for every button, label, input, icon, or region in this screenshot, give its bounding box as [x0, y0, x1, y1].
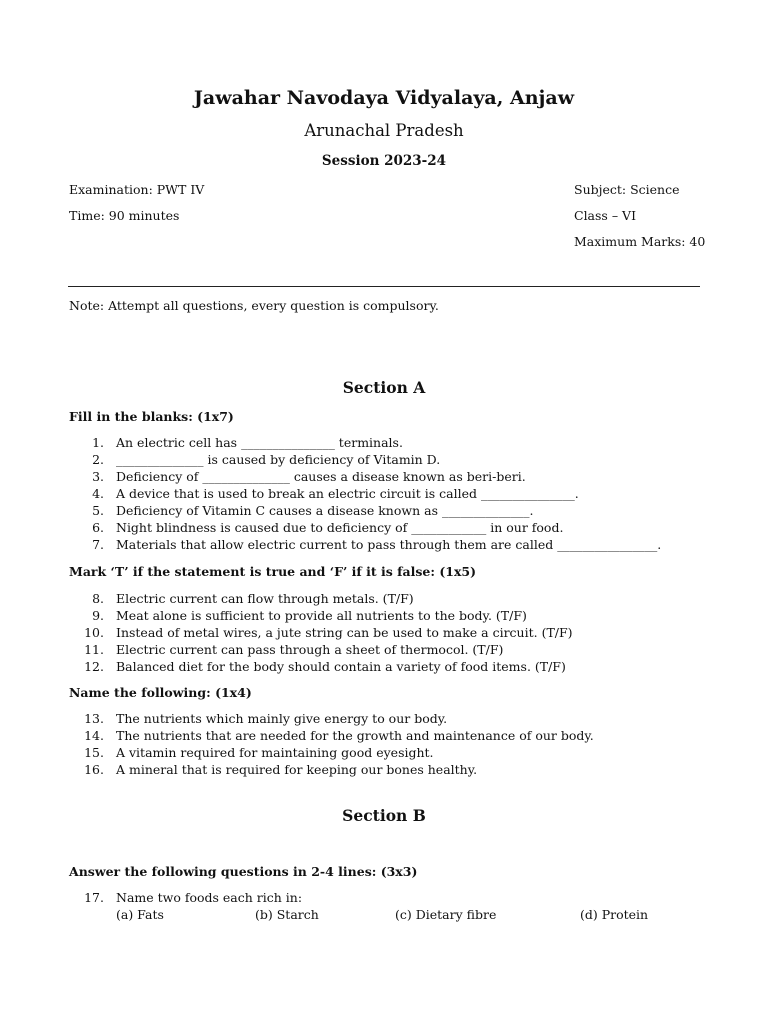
state-name: Arunachal Pradesh	[304, 121, 464, 140]
question-item	[69, 624, 709, 641]
question-number: 8.	[92, 591, 104, 606]
question-item	[69, 468, 709, 485]
question-number: 4.	[92, 486, 104, 501]
section-b-title: Section B	[342, 806, 426, 825]
question-text: Night blindness is caused due to deficiency of ____________ in our food.	[116, 520, 564, 535]
question-text: ______________ is caused by deficiency of Vitamin D.	[116, 452, 441, 467]
examination-label: Examination: PWT IV	[69, 182, 205, 197]
question-text: Instead of metal wires, a jute string can be used to make a circuit. (T/F)	[116, 625, 573, 640]
question-text: Materials that allow electric current to pass through them are called ________________.	[116, 537, 662, 552]
option-dietary-fibre: (c) Dietary fibre	[395, 907, 497, 922]
question-number: 7.	[92, 537, 104, 552]
header-divider	[68, 286, 700, 287]
option-starch: (b) Starch	[255, 907, 319, 922]
question-text: A device that is used to break an electric circuit is called _______________.	[116, 486, 579, 501]
question-text: Meat alone is sufficient to provide all nutrients to the body. (T/F)	[116, 608, 527, 623]
question-text: Balanced diet for the body should contain a variety of food items. (T/F)	[116, 659, 566, 674]
question-item	[69, 590, 709, 607]
question-text: Name two foods each rich in:	[116, 890, 303, 905]
subject-label: Subject: Science	[574, 182, 680, 197]
option-fats: (a) Fats	[116, 907, 164, 922]
true-false-heading: Mark ‘T’ if the statement is true and ‘F’ if it is false: (1x5)	[69, 564, 477, 579]
school-name: Jawahar Navodaya Vidyalaya, Anjaw	[193, 87, 575, 109]
question-item	[69, 744, 709, 761]
question-text: A mineral that is required for keeping our bones healthy.	[116, 762, 478, 777]
question-item	[69, 502, 709, 519]
class-label: Class – VI	[574, 208, 637, 223]
short-answer-heading: Answer the following questions in 2-4 lines: (3x3)	[69, 864, 418, 879]
question-item	[69, 434, 709, 451]
fill-blanks-heading: Fill in the blanks: (1x7)	[69, 409, 234, 424]
question-number: 14.	[84, 728, 104, 743]
question-number: 5.	[92, 503, 104, 518]
name-following-heading: Name the following: (1x4)	[69, 685, 252, 700]
question-item	[69, 710, 709, 727]
question-item	[69, 519, 709, 536]
question-text: Electric current can pass through a sheet of thermocol. (T/F)	[116, 642, 504, 657]
question-item	[69, 641, 709, 658]
question-text: Electric current can flow through metals. (T/F)	[116, 591, 414, 606]
time-label: Time: 90 minutes	[69, 208, 180, 223]
question-number: 10.	[84, 625, 104, 640]
question-number: 9.	[92, 608, 104, 623]
question-number: 1.	[92, 435, 104, 450]
question-number: 13.	[84, 711, 104, 726]
question-text: The nutrients which mainly give energy to our body.	[116, 711, 448, 726]
question-item	[69, 451, 709, 468]
question-number: 16.	[84, 762, 104, 777]
session-label: Session 2023-24	[321, 153, 447, 169]
question-number: 2.	[92, 452, 104, 467]
max-marks-label: Maximum Marks: 40	[574, 234, 706, 249]
question-text: An electric cell has _______________ terminals.	[116, 435, 403, 450]
question-item	[69, 889, 669, 906]
option-protein: (d) Protein	[580, 907, 649, 922]
question-text: Deficiency of ______________ causes a disease known as beri-beri.	[116, 469, 526, 484]
question-item	[69, 485, 709, 502]
question-number: 15.	[84, 745, 104, 760]
question-number: 6.	[92, 520, 104, 535]
question-number: 12.	[84, 659, 104, 674]
question-item	[69, 658, 709, 675]
question-item	[69, 727, 709, 744]
question-number: 17.	[84, 890, 104, 905]
question-text: The nutrients that are needed for the growth and maintenance of our body.	[116, 728, 594, 743]
instructions-note: Note: Attempt all questions, every question is compulsory.	[69, 298, 439, 313]
question-number: 3.	[92, 469, 104, 484]
question-number: 11.	[84, 642, 104, 657]
question-text: Deficiency of Vitamin C causes a disease known as ______________.	[116, 503, 534, 518]
section-a-title: Section A	[342, 378, 426, 397]
question-item	[69, 761, 709, 778]
question-item	[69, 536, 709, 553]
question-text: A vitamin required for maintaining good eyesight.	[116, 745, 434, 760]
question-item	[69, 607, 709, 624]
